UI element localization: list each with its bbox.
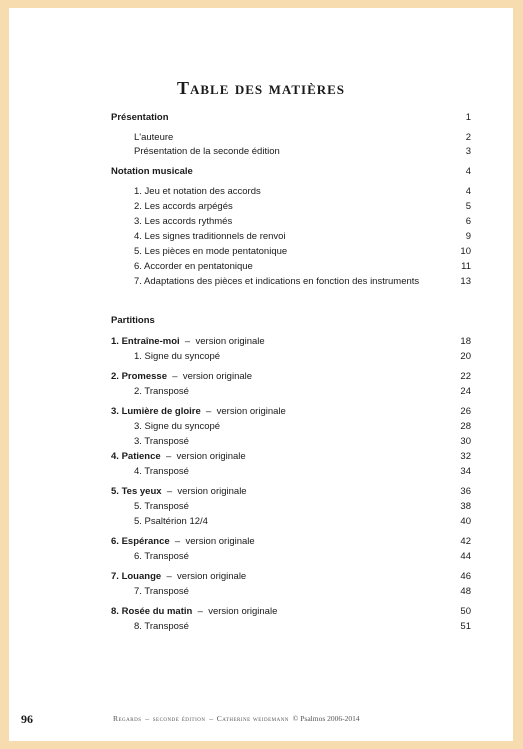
toc-page: 38 — [460, 501, 471, 512]
separator: – — [174, 536, 181, 547]
piece-name: Patience — [121, 451, 161, 462]
toc-page: 34 — [460, 466, 471, 477]
toc-page: 9 — [465, 231, 471, 242]
piece-name: Promesse — [121, 371, 167, 382]
footer-credits — [113, 714, 360, 723]
toc-page: 2 — [465, 132, 471, 143]
toc-page: 13 — [460, 276, 471, 287]
toc-page: 5 — [465, 201, 471, 212]
toc-page: 42 — [460, 536, 471, 547]
toc-page: 6 — [465, 216, 471, 227]
piece-name: Espérance — [121, 536, 170, 547]
piece-number: 4. — [111, 451, 119, 462]
piece-version: version originale — [195, 336, 265, 347]
toc-label: 5. Psaltérion 12/4 — [134, 516, 208, 527]
piece-number: 7. — [111, 571, 119, 582]
separator: – — [145, 714, 150, 723]
toc-label: 2. Transposé — [134, 386, 189, 397]
toc-label: Notation musicale — [111, 166, 193, 177]
toc-label: 4. Les signes traditionnels de renvoi — [134, 231, 286, 242]
toc-label: 5. Les pièces en mode pentatonique — [134, 246, 288, 257]
footer-edition: seconde édition — [152, 714, 206, 723]
toc-page: 20 — [460, 351, 471, 362]
toc-label: Partitions — [111, 315, 155, 326]
toc-page: 18 — [460, 336, 471, 347]
toc-page: 46 — [460, 571, 471, 582]
toc-label: 3. Signe du syncopé — [134, 421, 221, 432]
piece-number: 6. — [111, 536, 119, 547]
separator: – — [184, 336, 191, 347]
toc-page: 36 — [460, 486, 471, 497]
piece-name: Tes yeux — [121, 486, 162, 497]
piece-version: version originale — [177, 571, 247, 582]
piece-number: 5. — [111, 486, 119, 497]
piece-number: 2. — [111, 371, 119, 382]
piece-name: Rosée du matin — [121, 606, 193, 617]
piece-number: 8. — [111, 606, 119, 617]
document-page — [9, 8, 513, 741]
separator: – — [172, 371, 178, 382]
piece-version: version originale — [216, 406, 286, 417]
toc-label: 3. Les accords rythmés — [134, 216, 233, 227]
toc-label: 2. Les accords arpégés — [134, 201, 233, 212]
piece-version: version originale — [185, 536, 255, 547]
toc-page: 4 — [465, 186, 471, 197]
piece-version: version originale — [208, 606, 278, 617]
toc-label: Présentation de la seconde édition — [134, 146, 280, 157]
footer-author: Catherine weidemann — [216, 714, 289, 723]
toc-label: L'auteure — [134, 132, 174, 143]
toc-label: 1. Signe du syncopé — [134, 351, 221, 362]
piece-number: 1. — [111, 336, 119, 347]
toc-label: 8. Transposé — [134, 621, 189, 632]
toc-page: 11 — [461, 261, 471, 272]
piece-version: version originale — [177, 486, 247, 497]
toc-page: 32 — [460, 451, 471, 462]
toc-label: 6. Transposé — [134, 551, 189, 562]
toc-page: 44 — [460, 551, 471, 562]
toc-page: 22 — [460, 371, 471, 382]
toc-page: 3 — [465, 146, 471, 157]
piece-version: version originale — [182, 371, 253, 382]
toc-label: 4. Transposé — [134, 466, 189, 477]
separator: – — [206, 406, 212, 417]
toc-label: 6. Accorder en pentatonique — [134, 261, 253, 272]
toc-label: 7. Adaptations des pièces et indications en fonction des instruments — [134, 276, 420, 287]
separator: – — [197, 606, 203, 617]
toc-page: 1 — [465, 112, 471, 123]
toc-page: 28 — [460, 421, 471, 432]
separator: – — [166, 571, 172, 582]
toc-page: 30 — [460, 436, 471, 447]
toc-page: 24 — [460, 386, 471, 397]
toc-label: 1. Jeu et notation des accords — [134, 186, 261, 197]
toc-page: 26 — [460, 406, 471, 417]
piece-name: Entraîne-moi — [121, 336, 180, 347]
toc-page: 4 — [465, 166, 471, 177]
toc-page: 48 — [460, 586, 471, 597]
piece-name: Lumière de gloire — [121, 406, 201, 417]
footer-page-number: 96 — [21, 712, 33, 726]
toc-label: 3. Transposé — [134, 436, 189, 447]
toc-page: 51 — [460, 621, 471, 632]
toc-page: 50 — [460, 606, 471, 617]
toc-label: 7. Transposé — [134, 586, 189, 597]
separator: – — [165, 451, 172, 462]
toc-page: 40 — [460, 516, 471, 527]
toc-page: 10 — [460, 246, 471, 257]
separator: – — [209, 714, 213, 723]
piece-name: Louange — [121, 571, 162, 582]
footer-book: Regards — [113, 714, 142, 723]
piece-version: version originale — [176, 451, 246, 462]
toc-label: Présentation — [111, 112, 169, 123]
footer-copyright: © Psalmos 2006-2014 — [292, 714, 360, 723]
separator: – — [166, 486, 173, 497]
toc-label: 5. Transposé — [134, 501, 189, 512]
piece-number: 3. — [111, 406, 119, 417]
page-title: Table des matières — [176, 78, 346, 98]
